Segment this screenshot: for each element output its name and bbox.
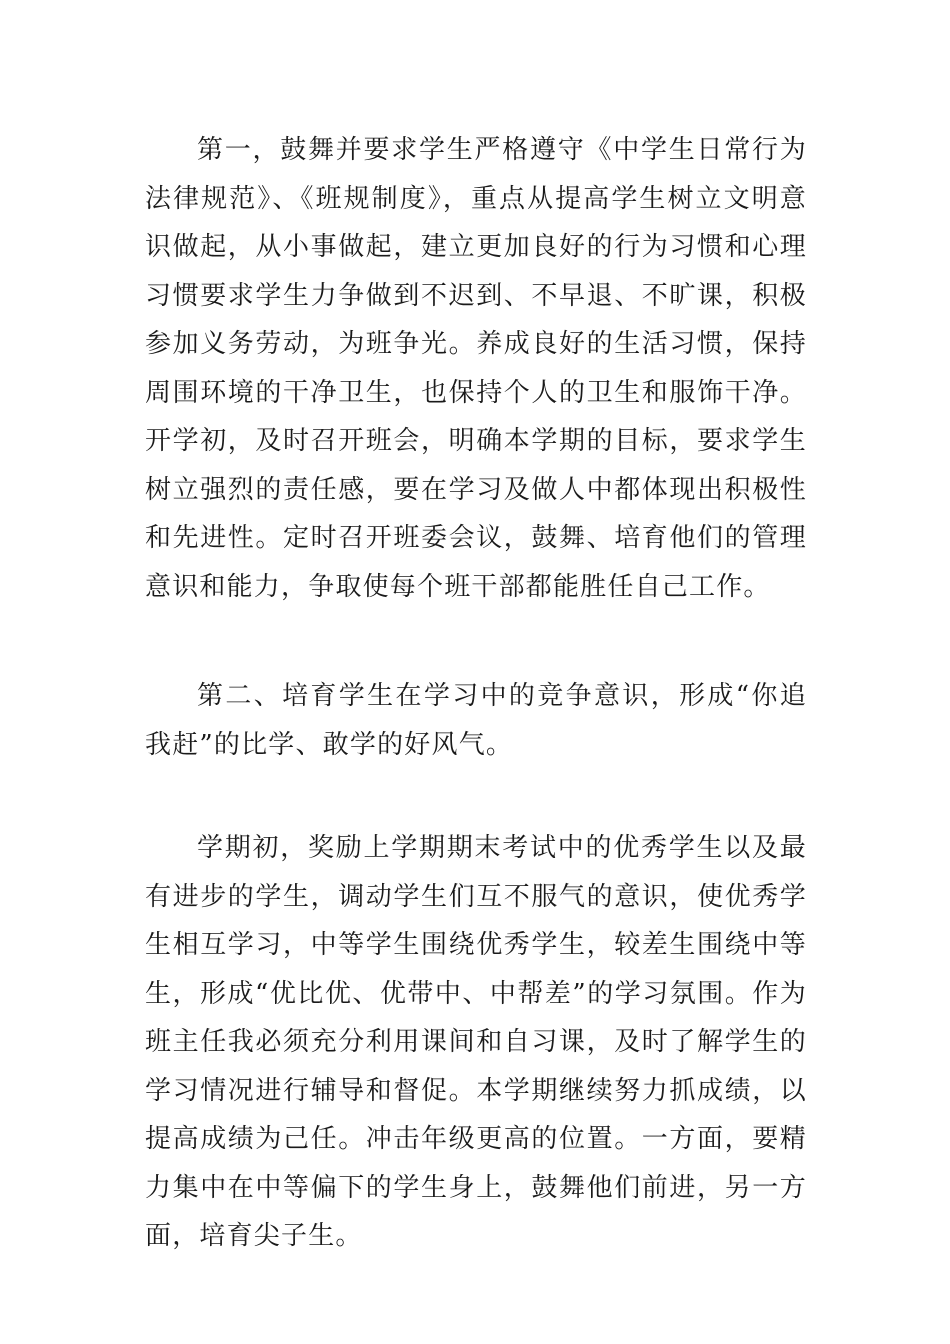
paragraph-1: 第一，鼓舞并要求学生严格遵守《中学生日常行为法律规范》、《班规制度》，重点从提高学生树立文明意识做起，从小事做起，建立更加良好的行为习惯和心理习惯要求学生力争做到不迟到、不早退、不旷课，积极参加义务劳动，为班争光。养成良好的生活习惯，保持周围环境的干净卫生，也保持个人的卫生和服饰干净。开学初，及时召开班会，明确本学期的目标，要求学生树立强烈的责任感，要在学习及做人中都体现出积极性和先进性。定时召开班委会议，鼓舞、培育他们的管理意识和能力，争取使每个班干部都能胜任自己工作。	[145, 135, 807, 602]
paragraph-2: 第二、培育学生在学习中的竞争意识，形成“你追我赶”的比学、敢学的好风气。	[145, 681, 807, 760]
paragraph-3: 学期初，奖励上学期期末考试中的优秀学生以及最有进步的学生，调动学生们互不服气的意识，使优秀学生相互学习，中等学生围绕优秀学生，较差生围绕中等生，形成“优比优、优带中、中帮差”的学习氛围。作为班主任我必须充分利用课间和自习课，及时了解学生的学习情况进行辅导和督促。本学期继续努力抓成绩，以提高成绩为己任。冲击年级更高的位置。一方面，要精力集中在中等偏下的学生身上，鼓舞他们前进，另一方面，培育尖子生。	[145, 833, 807, 1251]
